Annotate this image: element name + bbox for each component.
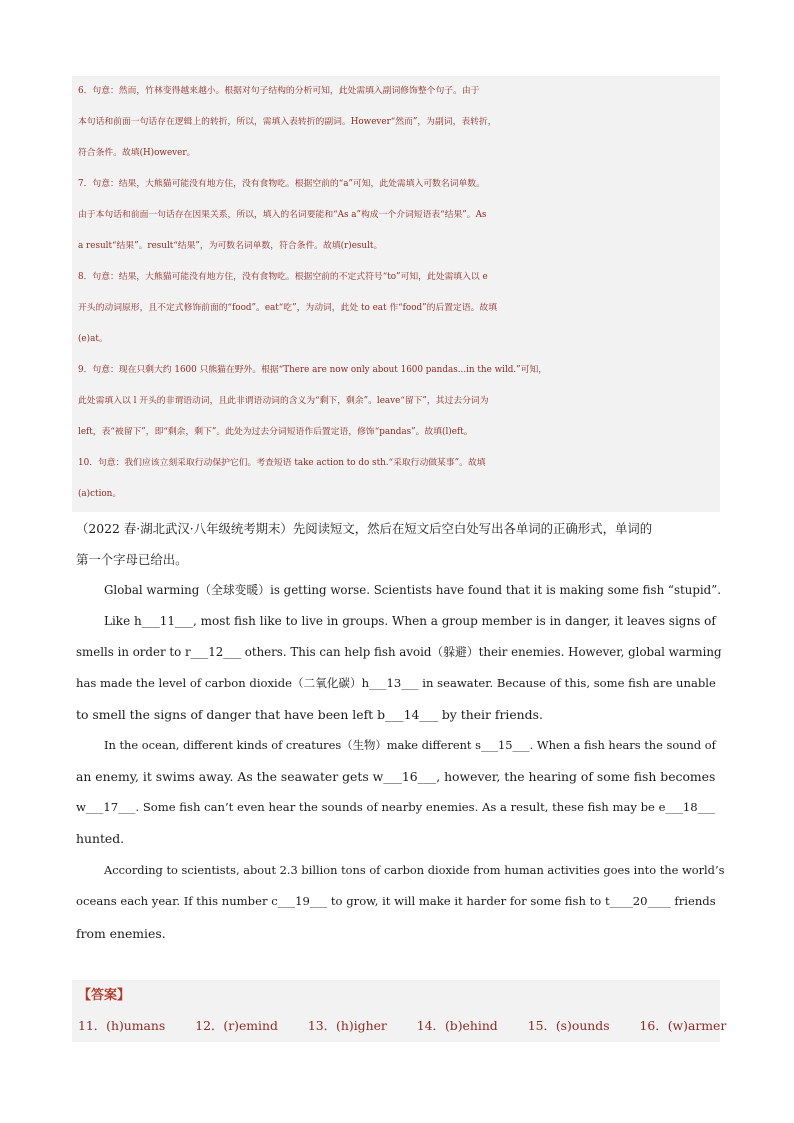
explanation-line: (e)at。 <box>78 334 108 344</box>
explanation-line: 符合条件。故填(H)owever。 <box>78 148 196 158</box>
explanation-line: 此处需填入以 l 开头的非谓语动词，且此非谓语动词的含义为“剩下，剩余”。leave“留下”，其过去分词为 <box>78 396 489 406</box>
explanation-line: 本句话和前面一句话存在逻辑上的转折，所以，需填入表转折的副词。However“然而”，为副词，表转折， <box>78 117 497 127</box>
explanation-line: 10．句意：我们应该立刻采取行动保护它们。考查短语 take action to do sth.“采取行动做某事”。故填 <box>78 458 486 468</box>
explanation-line: left，表“被留下”，即“剩余，剩下”。此处为过去分词短语作后置定语，修饰“pandas”。故填(l)eft。 <box>78 427 473 437</box>
passage-line: In the ocean, different kinds of creatures（生物）make different s___15___. When a fish hears the sound of <box>104 738 716 752</box>
passage-line: oceans each year. If this number c___19___ to grow, it will make it harder for some fish to t____20____ friends <box>76 894 716 908</box>
explanation-line: 7．句意：结果，大熊猫可能没有地方住，没有食物吃。根据空前的“a”可知，此处需填入可数名词单数。 <box>78 179 485 189</box>
passage-line: According to scientists, about 2.3 billion tons of carbon dioxide from human activities goes into the world’s <box>104 863 725 877</box>
explanation-line: 9．句意：现在只剩大约 1600 只熊猫在野外。根据“There are now only about 1600 pandas...in the wild.”可知， <box>78 365 548 375</box>
question-intro: 第一个字母已给出。 <box>76 552 188 567</box>
explanation-line: 6．句意：然而，竹林变得越来越小。根据对句子结构的分析可知，此处需填入副词修饰整个句子。由于 <box>78 86 480 96</box>
explanation-line: 开头的动词原形，且不定式修饰前面的“food”。eat“吃”，为动词，此处 to eat 作“food”的后置定语。故填 <box>78 303 498 313</box>
answer-item: 16．(w)armer <box>639 1018 727 1033</box>
question-intro: （2022 春·湖北武汉·八年级统考期末）先阅读短文，然后在短文后空白处写出各单词的正确形式，单词的 <box>76 521 653 536</box>
explanation-line: (a)ction。 <box>78 489 122 499</box>
answer-item: 13．(h)igher <box>307 1018 387 1033</box>
passage-line: hunted. <box>76 831 125 846</box>
answer-item: 14．(b)ehind <box>416 1018 498 1033</box>
passage-line: Like h___11___, most fish like to live in groups. When a group member is in danger, it leaves signs of <box>104 614 716 628</box>
passage-line: from enemies. <box>76 926 166 941</box>
explanation-line: a result“结果”。result“结果”，为可数名词单数，符合条件。故填(r)esult。 <box>78 241 383 251</box>
passage-line: smells in order to r___12___ others. This can help fish avoid（躲避）their enemies. However, global warming <box>76 645 722 659</box>
answer-item: 11．(h)umans <box>78 1018 166 1033</box>
answer-block <box>72 980 727 1042</box>
passage-line: an enemy, it swims away. As the seawater gets w___16___, however, the hearing of some fish becomes <box>76 769 716 784</box>
explanation-block <box>72 76 720 512</box>
answer-item: 12．(r)emind <box>195 1018 278 1033</box>
answer-title: 【答案】 <box>78 988 131 1003</box>
passage-line: Global warming（全球变暖）is getting worse. Scientists have found that it is making some fish “stupid”. <box>104 583 722 597</box>
explanation-line: 由于本句话和前面一句话存在因果关系，所以，填入的名词要能和“As a”构成一个介词短语表“结果”。As <box>78 210 487 220</box>
answer-row <box>78 1013 752 1039</box>
answer-item: 15．(s)ounds <box>527 1018 610 1033</box>
passage-line: has made the level of carbon dioxide（二氧化碳）h___13___ in seawater. Because of this, some fish are unable <box>76 676 716 690</box>
explanation-line: 8．句意：结果，大熊猫可能没有地方住，没有食物吃。根据空前的不定式符号“to”可知，此处需填入以 e <box>78 272 488 282</box>
passage-line: to smell the signs of danger that have been left b___14___ by their friends. <box>76 707 543 722</box>
passage-line: w___17___. Some fish can’t even hear the sounds of nearby enemies. As a result, these fish may be e___18___ <box>76 800 715 814</box>
